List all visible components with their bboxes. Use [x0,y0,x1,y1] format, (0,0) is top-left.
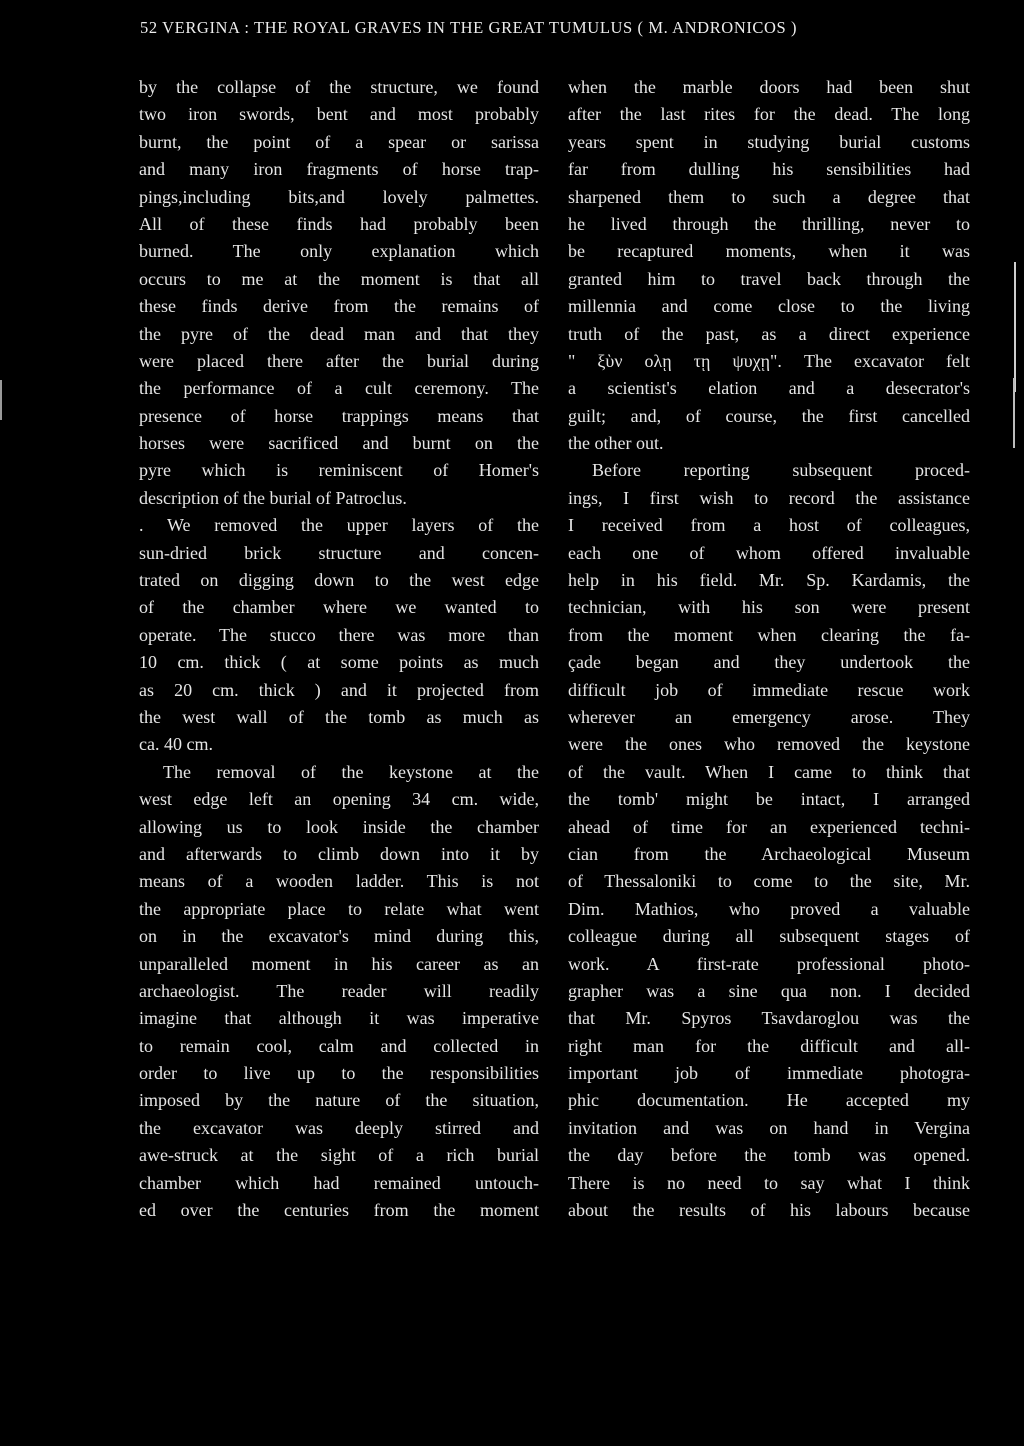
text-line: important job of immediate photogra- [568,1063,970,1084]
text-line: ca. 40 cm. [139,734,213,755]
text-line: phic documentation. He accepted my [568,1090,970,1111]
text-line: he lived through the thrilling, never to [568,213,970,234]
text-line: sharpened them to such a degree that [568,186,970,207]
text-line: wherever an emergency arose. They [568,706,970,727]
text-line: that Mr. Spyros Tsavdaroglou was the [568,1008,970,1029]
text-line: about the results of his labours because [568,1200,970,1221]
text-line: allowing us to look inside the chamber [139,816,539,837]
text-line: operate. The stucco there was more than [139,624,539,645]
text-line: the performance of a cult ceremony. The [139,378,539,399]
text-line: order to live up to the responsibilities [139,1063,539,1084]
text-line: imposed by the nature of the situation, [139,1090,539,1111]
left-text-column [139,74,539,1224]
text-line: pings,including bits,and lovely palmettes. [139,186,539,207]
text-line: çade began and they undertook the [568,652,970,673]
text-line: were the ones who removed the keystone [568,734,970,755]
text-line: chamber which had remained untouch- [139,1172,539,1193]
text-line: All of these finds had probably been [139,213,539,234]
text-line: the tomb' might be intact, I arranged [568,789,970,810]
text-line: There is no need to say what I think [568,1172,970,1193]
running-head: 52 VERGINA : THE ROYAL GRAVES IN THE GREAT TUMULUS ( M. ANDRONICOS ) [140,18,798,37]
text-line: a scientist's elation and a desecrator's [568,378,970,399]
text-line: as 20 cm. thick ) and it projected from [139,679,539,700]
text-line: " ξὺν ολῃ τῃ ψυχῃ". The excavator felt [568,350,970,371]
text-line: awe-struck at the sight of a rich burial [139,1145,539,1166]
text-line: archaeologist. The reader will readily [139,980,539,1001]
text-line: millennia and come close to the living [568,296,970,317]
text-line: the appropriate place to relate what went [139,898,539,919]
text-line: technician, with his son were present [568,597,970,618]
text-line: 10 cm. thick ( at some points as much [139,652,539,673]
scan-edge-line [1014,262,1016,392]
text-line: burnt, the point of a spear or sarissa [139,131,539,152]
text-line: granted him to travel back through the [568,268,970,289]
text-line: far from dulling his sensibilities had [568,159,970,180]
text-line: and afterwards to climb down into it by [139,843,539,864]
text-line: truth of the past, as a direct experience [568,323,970,344]
text-line: ed over the centuries from the moment [139,1200,539,1221]
scan-edge-line [1013,378,1015,448]
text-line: the west wall of the tomb as much as [139,706,539,727]
text-line: difficult job of immediate rescue work [568,679,970,700]
text-line: the other out. [568,433,664,454]
text-line: years spent in studying burial customs [568,131,970,152]
text-line: description of the burial of Patroclus. [139,487,407,508]
text-line: imagine that although it was imperative [139,1008,539,1029]
text-line: colleague during all subsequent stages of [568,926,970,947]
text-line: west edge left an opening 34 cm. wide, [139,789,539,810]
text-line: work. A first-rate professional photo- [568,953,970,974]
text-line: guilt; and, of course, the first cancelled [568,405,970,426]
text-line: unparalleled moment in his career as an [139,953,539,974]
text-line: when the marble doors had been shut [568,77,970,97]
text-line: after the last rites for the dead. The long [568,104,970,125]
text-line: burned. The only explanation which [139,241,539,262]
text-line: by the collapse of the structure, we found [139,77,539,97]
text-line: The removal of the keystone at the [163,761,539,782]
text-line: . We removed the upper layers of the [139,515,539,536]
text-line: Before reporting subsequent proced- [592,460,970,481]
text-line: of Thessaloniki to come to the site, Mr. [568,871,970,892]
text-line: the excavator was deeply stirred and [139,1117,539,1138]
text-line: on in the excavator's mind during this, [139,926,539,947]
text-line: trated on digging down to the west edge [139,570,539,591]
text-line: of the chamber where we wanted to [139,597,539,618]
text-line: help in his field. Mr. Sp. Kardamis, the [568,570,970,591]
text-line: grapher was a sine qua non. I decided [568,980,970,1001]
text-line: ings, I first wish to record the assistance [568,487,970,508]
text-line: and many iron fragments of horse trap- [139,159,539,180]
text-line: sun-dried brick structure and concen- [139,542,539,563]
text-line: be recaptured moments, when it was [568,241,970,262]
text-line: from the moment when clearing the fa- [568,624,970,645]
text-line: each one of whom offered invaluable [568,542,970,563]
text-line: the day before the tomb was opened. [568,1145,970,1166]
text-line: Dim. Mathios, who proved a valuable [568,898,970,919]
text-line: horses were sacrificed and burnt on the [139,433,539,454]
text-line: invitation and was on hand in Vergina [568,1117,970,1138]
scan-edge-line [0,380,2,420]
text-line: I received from a host of colleagues, [568,515,970,536]
text-line: pyre which is reminiscent of Homer's [139,460,539,481]
text-line: occurs to me at the moment is that all [139,268,539,289]
text-line: were placed there after the burial during [139,350,539,371]
text-line: presence of horse trappings means that [139,405,539,426]
text-line: ahead of time for an experienced techni- [568,816,970,837]
text-line: the pyre of the dead man and that they [139,323,539,344]
text-line: right man for the difficult and all- [568,1035,970,1056]
text-line: two iron swords, bent and most probably [139,104,539,125]
text-line: of the vault. When I came to think that [568,761,970,782]
text-line: means of a wooden ladder. This is not [139,871,539,892]
text-line: cian from the Archaeological Museum [568,843,970,864]
text-line: these finds derive from the remains of [139,296,539,317]
text-line: to remain cool, calm and collected in [139,1035,539,1056]
right-text-column [568,74,970,1224]
